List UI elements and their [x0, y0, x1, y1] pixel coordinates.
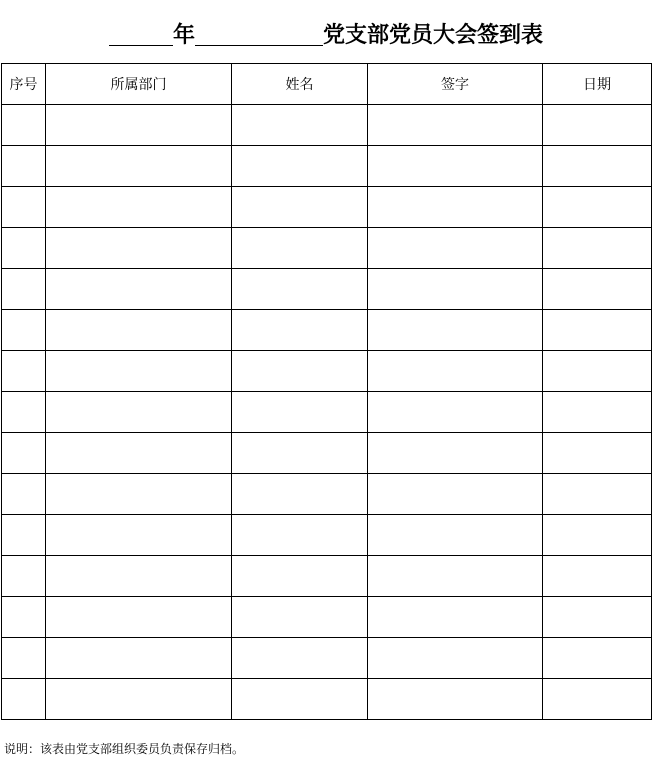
- index-cell[interactable]: [2, 556, 46, 597]
- name-cell[interactable]: [232, 351, 368, 392]
- name-cell[interactable]: [232, 679, 368, 720]
- table-row: [2, 269, 652, 310]
- signature-cell[interactable]: [368, 474, 543, 515]
- signature-cell[interactable]: [368, 310, 543, 351]
- index-cell[interactable]: [2, 146, 46, 187]
- department-cell[interactable]: [46, 679, 232, 720]
- header-name: 姓名: [232, 64, 368, 105]
- index-cell[interactable]: [2, 228, 46, 269]
- table-row: [2, 351, 652, 392]
- signature-cell[interactable]: [368, 228, 543, 269]
- date-cell[interactable]: [543, 556, 652, 597]
- header-department: 所属部门: [46, 64, 232, 105]
- sign-in-table: [1, 63, 652, 720]
- year-blank-line[interactable]: [109, 21, 173, 46]
- department-cell[interactable]: [46, 146, 232, 187]
- table-row: [2, 679, 652, 720]
- department-cell[interactable]: [46, 105, 232, 146]
- name-cell[interactable]: [232, 228, 368, 269]
- name-cell[interactable]: [232, 310, 368, 351]
- signature-cell[interactable]: [368, 556, 543, 597]
- table-row: [2, 146, 652, 187]
- table-row: [2, 515, 652, 556]
- date-cell[interactable]: [543, 474, 652, 515]
- date-cell[interactable]: [543, 187, 652, 228]
- table-body: [2, 105, 652, 720]
- name-cell[interactable]: [232, 433, 368, 474]
- department-cell[interactable]: [46, 187, 232, 228]
- department-cell[interactable]: [46, 228, 232, 269]
- name-cell[interactable]: [232, 638, 368, 679]
- name-cell[interactable]: [232, 146, 368, 187]
- department-cell[interactable]: [46, 638, 232, 679]
- department-cell[interactable]: [46, 351, 232, 392]
- table-row: [2, 105, 652, 146]
- date-cell[interactable]: [543, 638, 652, 679]
- date-cell[interactable]: [543, 515, 652, 556]
- signature-cell[interactable]: [368, 597, 543, 638]
- index-cell[interactable]: [2, 679, 46, 720]
- table-row: [2, 597, 652, 638]
- signature-cell[interactable]: [368, 392, 543, 433]
- signature-cell[interactable]: [368, 351, 543, 392]
- name-cell[interactable]: [232, 187, 368, 228]
- index-cell[interactable]: [2, 351, 46, 392]
- table-row: [2, 392, 652, 433]
- index-cell[interactable]: [2, 187, 46, 228]
- signature-cell[interactable]: [368, 105, 543, 146]
- index-cell[interactable]: [2, 269, 46, 310]
- signature-cell[interactable]: [368, 187, 543, 228]
- index-cell[interactable]: [2, 515, 46, 556]
- table-row: [2, 474, 652, 515]
- index-cell[interactable]: [2, 638, 46, 679]
- department-cell[interactable]: [46, 310, 232, 351]
- date-cell[interactable]: [543, 269, 652, 310]
- date-cell[interactable]: [543, 392, 652, 433]
- date-cell[interactable]: [543, 433, 652, 474]
- title-text: 党支部党员大会签到表: [323, 22, 544, 48]
- department-cell[interactable]: [46, 474, 232, 515]
- name-cell[interactable]: [232, 392, 368, 433]
- header-signature: 签字: [368, 64, 543, 105]
- date-cell[interactable]: [543, 146, 652, 187]
- table-row: [2, 310, 652, 351]
- department-cell[interactable]: [46, 597, 232, 638]
- header-index: 序号: [2, 64, 46, 105]
- table-row: [2, 638, 652, 679]
- name-cell[interactable]: [232, 474, 368, 515]
- year-label: 年: [172, 22, 195, 48]
- header-row: [2, 64, 652, 105]
- name-cell[interactable]: [232, 515, 368, 556]
- footer-note: 说明：该表由党支部组织委员负责保存归档。: [4, 742, 245, 756]
- department-cell[interactable]: [46, 392, 232, 433]
- name-cell[interactable]: [232, 105, 368, 146]
- header-date: 日期: [543, 64, 652, 105]
- date-cell[interactable]: [543, 228, 652, 269]
- sheet-title: [0, 14, 652, 50]
- date-cell[interactable]: [543, 310, 652, 351]
- signature-cell[interactable]: [368, 433, 543, 474]
- department-cell[interactable]: [46, 556, 232, 597]
- signature-cell[interactable]: [368, 638, 543, 679]
- index-cell[interactable]: [2, 392, 46, 433]
- table-row: [2, 228, 652, 269]
- table-row: [2, 187, 652, 228]
- signature-cell[interactable]: [368, 679, 543, 720]
- index-cell[interactable]: [2, 433, 46, 474]
- date-cell[interactable]: [543, 351, 652, 392]
- signature-cell[interactable]: [368, 269, 543, 310]
- table-row: [2, 556, 652, 597]
- signature-cell[interactable]: [368, 146, 543, 187]
- name-cell[interactable]: [232, 269, 368, 310]
- period-blank-line[interactable]: [195, 21, 323, 46]
- index-cell[interactable]: [2, 474, 46, 515]
- department-cell[interactable]: [46, 515, 232, 556]
- date-cell[interactable]: [543, 105, 652, 146]
- index-cell[interactable]: [2, 597, 46, 638]
- index-cell[interactable]: [2, 105, 46, 146]
- department-cell[interactable]: [46, 269, 232, 310]
- signature-cell[interactable]: [368, 515, 543, 556]
- index-cell[interactable]: [2, 310, 46, 351]
- name-cell[interactable]: [232, 597, 368, 638]
- name-cell[interactable]: [232, 556, 368, 597]
- table-row: [2, 433, 652, 474]
- date-cell[interactable]: [543, 597, 652, 638]
- department-cell[interactable]: [46, 433, 232, 474]
- date-cell[interactable]: [543, 679, 652, 720]
